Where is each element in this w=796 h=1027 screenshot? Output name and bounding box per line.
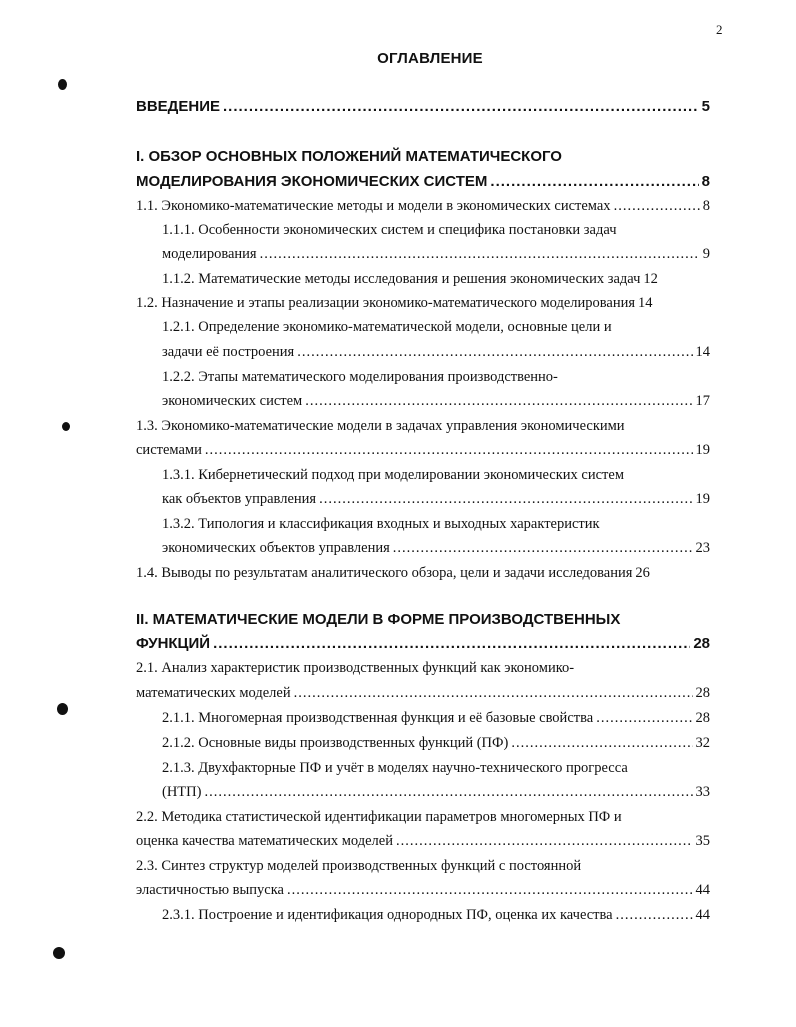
dot-leader xyxy=(223,96,699,118)
toc-entry-text: 1.2.2. Этапы математического моделирования производственно- xyxy=(162,369,558,385)
toc-entry-page: 9 xyxy=(702,246,710,262)
toc-entry-text: задачи её построения xyxy=(162,344,295,360)
toc-entry-text: моделирования xyxy=(162,246,257,262)
dot-leader xyxy=(319,488,692,510)
toc-entry-2-1-2 xyxy=(162,732,710,754)
toc-entry-text: системами xyxy=(136,442,202,458)
toc-entry-text: 2.1.1. Многомерная производственная функция и её базовые свойства xyxy=(162,710,594,726)
toc-entry-1-3-1-line-2 xyxy=(162,488,710,510)
toc-entry-text: экономических систем xyxy=(162,393,303,409)
toc-entry-1-3-1-line-1 xyxy=(162,464,710,486)
toc-entry-page: 8 xyxy=(701,173,710,190)
toc-entry-text: 1.2. Назначение и этапы реализации экономико-математического моделирования xyxy=(136,295,636,311)
toc-entry-2-2-line-1 xyxy=(136,806,710,828)
scan-mark xyxy=(57,703,68,715)
toc-entry-text: 2.1.3. Двухфакторные ПФ и учёт в моделях научно-технического прогресса xyxy=(162,760,628,776)
toc-entry-page: 33 xyxy=(695,784,710,800)
toc-entry-1-1-1-line-2 xyxy=(162,243,710,265)
toc-entry-1-3-line-2 xyxy=(136,439,710,461)
scan-mark xyxy=(62,422,70,431)
toc-entry-text: II. МАТЕМАТИЧЕСКИЕ МОДЕЛИ В ФОРМЕ ПРОИЗВОДСТВЕННЫХ xyxy=(136,611,621,628)
toc-entry-2-1-line-1 xyxy=(136,657,710,679)
toc-entry-text: 1.1. Экономико-математические методы и модели в экономических системах xyxy=(136,198,611,214)
dot-leader xyxy=(614,195,700,217)
toc-entry-1-2-2-line-2 xyxy=(162,390,710,412)
toc-entry-page: 14 xyxy=(695,344,710,360)
toc-entry-text: 1.1.1. Особенности экономических систем и специфика постановки задач xyxy=(162,222,617,238)
toc-entry-text: МОДЕЛИРОВАНИЯ ЭКОНОМИЧЕСКИХ СИСТЕМ xyxy=(136,173,488,190)
toc-entry-page: 17 xyxy=(695,393,710,409)
toc-entry-text: 1.1.2. Математические методы исследования и решения экономических задач xyxy=(162,271,641,287)
page-number: 2 xyxy=(716,22,723,37)
toc-entry-text: 2.1.2. Основные виды производственных функций (ПФ) xyxy=(162,735,509,751)
dot-leader xyxy=(260,243,700,265)
toc-entry-1-1-2 xyxy=(162,268,710,290)
toc-entry-page: 35 xyxy=(695,833,710,849)
toc-entry-text: 1.3.2. Типология и классификация входных и выходных характеристик xyxy=(162,516,600,532)
toc-entry-text: 2.3.1. Построение и идентификация однородных ПФ, оценка их качества xyxy=(162,907,613,923)
toc-entry-text: 2.3. Синтез структур моделей производственных функций с постоянной xyxy=(136,858,582,874)
toc-entry-page: 28 xyxy=(695,685,710,701)
dot-leader xyxy=(205,439,693,461)
toc-entry-page: 44 xyxy=(695,907,710,923)
toc-entry-1-2-1-line-1 xyxy=(162,316,710,338)
dot-leader xyxy=(297,341,692,363)
dot-leader xyxy=(616,904,693,926)
toc-entry-text: 1.2.1. Определение экономико-математической модели, основные цели и xyxy=(162,319,612,335)
toc-entry-1-3-2-line-2 xyxy=(162,537,710,559)
dot-leader xyxy=(213,633,690,655)
toc-entry-page: 32 xyxy=(695,735,710,751)
dot-leader xyxy=(396,830,693,852)
toc-entry-text: математических моделей xyxy=(136,685,291,701)
toc-entry-text: 1.3.1. Кибернетический подход при моделировании экономических систем xyxy=(162,467,625,483)
toc-entry-text: как объектов управления xyxy=(162,491,317,507)
toc-entry-chapter-2-line-1 xyxy=(136,609,710,631)
toc-entry-text: ВВЕДЕНИЕ xyxy=(136,98,220,115)
dot-leader xyxy=(294,682,693,704)
dot-leader xyxy=(596,707,692,729)
toc-entry-page: 12 xyxy=(643,271,658,287)
toc-entry-2-1-1 xyxy=(162,707,710,729)
toc-entry-text: эластичностью выпуска xyxy=(136,882,284,898)
toc-entry-1-2-1-line-2 xyxy=(162,341,710,363)
toc-entry-page: 23 xyxy=(695,540,710,556)
dot-leader xyxy=(393,537,693,559)
toc-entry-2-1-3-line-2 xyxy=(162,781,710,803)
toc-entry-chapter-1-line-1 xyxy=(136,146,710,168)
toc-entry-1-1-1-line-1 xyxy=(162,219,710,241)
toc-entry-text: экономических объектов управления xyxy=(162,540,390,556)
toc-entry-page: 19 xyxy=(695,491,710,507)
dot-leader xyxy=(305,390,692,412)
toc-entry-2-3-line-2 xyxy=(136,879,710,901)
toc-entry-page: 8 xyxy=(702,198,710,214)
toc-entry-1-4 xyxy=(136,562,710,584)
toc-entry-text: I. ОБЗОР ОСНОВНЫХ ПОЛОЖЕНИЙ МАТЕМАТИЧЕСКОГО xyxy=(136,148,562,165)
toc-entry-1-3-2-line-1 xyxy=(162,513,710,535)
toc-entry-chapter-1-line-2 xyxy=(136,171,710,193)
toc-entry-page: 44 xyxy=(695,882,710,898)
toc-entry-page: 26 xyxy=(635,565,650,581)
dot-leader xyxy=(511,732,692,754)
scan-mark xyxy=(53,947,65,959)
toc-entry-chapter-2-line-2 xyxy=(136,633,710,655)
scan-mark xyxy=(58,79,67,90)
toc-entry-1-2-2-line-1 xyxy=(162,366,710,388)
toc-entry-page: 28 xyxy=(695,710,710,726)
dot-leader xyxy=(287,879,693,901)
toc-entry-2-1-line-2 xyxy=(136,682,710,704)
toc-entry-text: 1.3. Экономико-математические модели в задачах управления экономическими xyxy=(136,418,625,434)
page-title: ОГЛАВЛЕНИЕ xyxy=(377,50,483,67)
toc-entry-2-3-line-1 xyxy=(136,855,710,877)
toc-entry-text: 2.2. Методика статистической идентификации параметров многомерных ПФ и xyxy=(136,809,622,825)
toc-entry-page: 28 xyxy=(693,635,710,652)
toc-entry-2-1-3-line-1 xyxy=(162,757,710,779)
toc-entry-1-1 xyxy=(136,195,710,217)
toc-entry-1-3-line-1 xyxy=(136,415,710,437)
dot-leader xyxy=(490,171,698,193)
toc-entry-2-2-line-2 xyxy=(136,830,710,852)
toc-entry-text: (НТП) xyxy=(162,784,202,800)
toc-entry-1-2 xyxy=(136,292,710,314)
toc-entry-text: 2.1. Анализ характеристик производственных функций как экономико- xyxy=(136,660,575,676)
toc-entry-introduction xyxy=(136,96,710,118)
toc-entry-text: 1.4. Выводы по результатам аналитического обзора, цели и задачи исследования xyxy=(136,565,633,581)
toc-entry-text: ФУНКЦИЙ xyxy=(136,635,211,652)
dot-leader xyxy=(204,781,692,803)
toc-entry-page: 19 xyxy=(695,442,710,458)
toc-entry-page: 5 xyxy=(701,98,710,115)
toc-entry-text: оценка качества математических моделей xyxy=(136,833,393,849)
toc-entry-2-3-1 xyxy=(162,904,710,926)
toc-entry-page: 14 xyxy=(638,295,653,311)
